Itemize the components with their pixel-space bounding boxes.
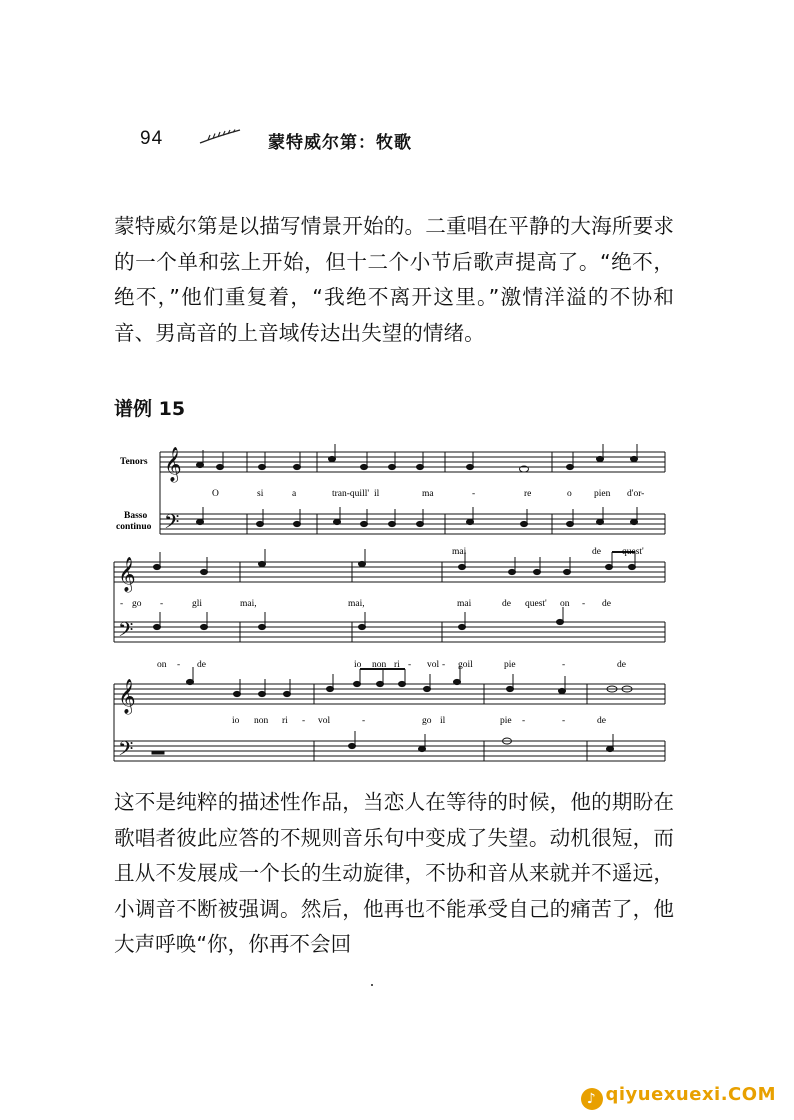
lyric-syllable: mai,: [240, 599, 257, 609]
music-score: [112, 436, 672, 776]
clefs: [118, 447, 182, 765]
lyrics-sys3-lower: [232, 716, 606, 726]
lyric-syllable: quest': [622, 547, 644, 557]
lyric-syllable: de: [592, 547, 601, 557]
lyric-syllable: mai,: [348, 599, 365, 609]
staff-s2-tenor: [114, 562, 665, 582]
lyric-syllable: -: [582, 599, 586, 609]
lyric-syllable: de: [197, 660, 206, 670]
lyric-syllable: de: [617, 660, 626, 670]
paragraph-2: 这不是纯粹的描述性作品，当恋人在等待的时候，他的期盼在歌唱者彼此应答的不规则音乐句中变成了失望。动机很短，而且从不发展成一个长的生动旋律，不协和音从来就并不遥远，小调音不断被强调。然后，他再也不能承受自己的痛苦了，他大声呼唤“你，你再不会回: [114, 790, 674, 956]
lyric-syllable: io: [354, 660, 362, 670]
lyric-syllable: si: [257, 489, 264, 499]
lyric-syllable: io: [232, 716, 240, 726]
lyric-syllable: non: [254, 716, 269, 726]
lyric-syllable: re: [524, 489, 532, 499]
lyric-syllable: il: [440, 716, 446, 726]
lyric-syllable: mai: [457, 599, 472, 609]
site-watermark: [581, 1084, 777, 1110]
lyric-syllable: go: [422, 716, 432, 726]
staff-s3-tenor: [114, 684, 665, 704]
treble-clef-icon: 𝄞: [164, 448, 182, 481]
lyric-syllable: ri: [282, 716, 288, 726]
watermark-text: qiyuexuexi.COM: [605, 1084, 776, 1105]
lyric-syllable: on: [157, 660, 167, 670]
lyric-syllable: tran-quill': [332, 489, 370, 499]
example-label: 谱例 15: [114, 398, 186, 420]
treble-clef-icon: 𝄞: [118, 558, 136, 591]
lyric-syllable: d'or-: [627, 489, 645, 499]
lyric-syllable: ri: [394, 660, 400, 670]
page-mark: [371, 984, 373, 986]
lyric-syllable: goil: [458, 660, 473, 670]
staff-s1-bass: [160, 514, 665, 534]
page-number: 94: [140, 128, 164, 149]
lyric-syllable: de: [602, 599, 611, 609]
staff-s3-bass: [114, 741, 665, 761]
treble-clef-icon: 𝄞: [118, 680, 136, 713]
lyric-syllable: quest': [525, 599, 547, 609]
lyric-syllable: -: [408, 660, 412, 670]
lyric-syllable: -: [472, 489, 476, 499]
lyric-syllable: -: [562, 660, 566, 670]
lyric-syllable: -: [562, 716, 566, 726]
lyric-syllable: mai: [452, 547, 467, 557]
site-logo-icon: ♪: [581, 1088, 603, 1110]
lyric-syllable: O: [212, 489, 219, 499]
lyric-syllable: ma: [422, 489, 434, 499]
part-label-tenors: Tenors: [120, 457, 148, 467]
bass-clef-icon: 𝄢: [164, 512, 180, 538]
lyric-syllable: -: [120, 599, 124, 609]
lyric-syllable: non: [372, 660, 387, 670]
lyrics-sys2-lower: [120, 599, 611, 609]
part-label-basso: Basso: [124, 511, 148, 521]
lyric-syllable: o: [567, 489, 572, 499]
part-label-continuo: continuo: [116, 522, 152, 532]
page-header: [140, 128, 540, 158]
lyric-syllable: gli: [192, 599, 203, 609]
lyric-syllable: de: [597, 716, 606, 726]
lyric-syllable: a: [292, 489, 297, 499]
lyric-syllable: go: [132, 599, 142, 609]
lyric-syllable: il: [374, 489, 380, 499]
lyric-syllable: pie: [504, 660, 516, 670]
lyric-syllable: on: [560, 599, 570, 609]
lyric-syllable: -: [522, 716, 526, 726]
lyric-syllable: -: [302, 716, 306, 726]
lyric-syllable: -: [160, 599, 164, 609]
lyrics-sys1-lower: [212, 489, 644, 499]
bass-clef-icon: 𝄢: [118, 739, 134, 765]
staff-s2-bass: [114, 622, 665, 642]
running-title: 蒙特威尔第：牧歌: [268, 133, 412, 153]
staff-s1-tenor: [160, 452, 665, 472]
paragraph-1: 蒙特威尔第是以描写情景开始的。二重唱在平静的大海所要求的一个单和弦上开始，但十二个小节后歌声提高了。“绝不，绝不，”他们重复着，“我绝不离开这里。”激情洋溢的不协和音、男高音的上音域传达出失望的情绪。: [114, 214, 674, 345]
lyric-syllable: vol: [318, 716, 331, 726]
lyric-syllable: de: [502, 599, 511, 609]
lyric-syllable: -: [442, 660, 446, 670]
lyric-syllable: pien: [594, 489, 611, 499]
quill-ornament-icon: [198, 128, 242, 146]
lyric-syllable: -: [362, 716, 366, 726]
lyric-syllable: pie: [500, 716, 512, 726]
lyric-syllable: -: [177, 660, 181, 670]
bass-clef-icon: 𝄢: [118, 620, 134, 646]
lyric-syllable: vol: [427, 660, 440, 670]
